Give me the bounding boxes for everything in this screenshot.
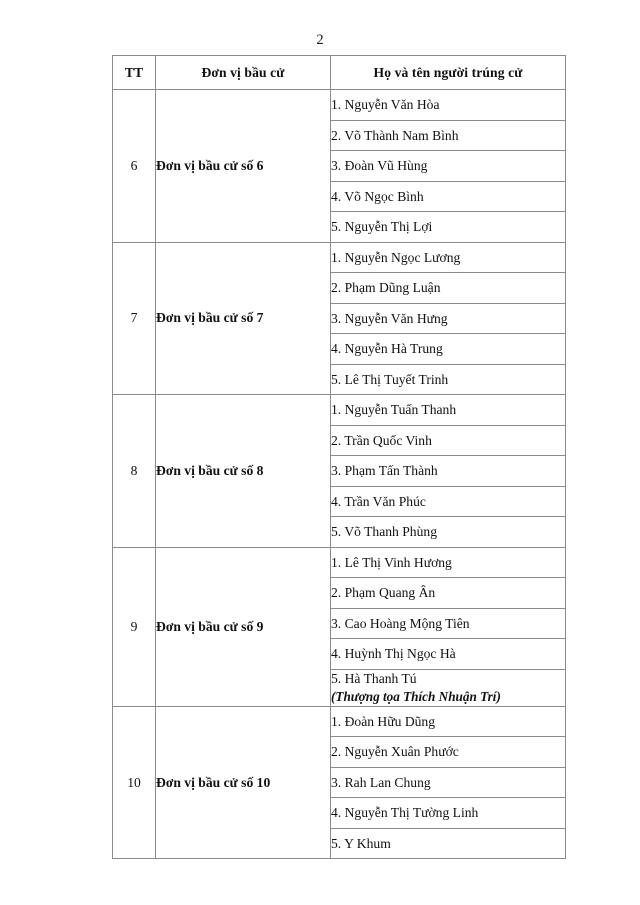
table-header-row <box>113 56 566 90</box>
column-header-constituency: Đơn vị bầu cử <box>156 56 331 90</box>
winner-name-cell <box>331 798 566 829</box>
winner-name: 3. Phạm Tấn Thành <box>331 463 438 479</box>
winner-name: 4. Trần Văn Phúc <box>331 493 426 509</box>
winner-name: 4. Huỳnh Thị Ngọc Hà <box>331 646 456 662</box>
table-row <box>113 547 566 578</box>
table-row <box>113 90 566 121</box>
constituency-name: Đơn vị bầu cử số 6 <box>156 90 331 243</box>
winner-name-cell <box>331 212 566 243</box>
winner-name-cell <box>331 425 566 456</box>
winner-name-cell <box>331 639 566 670</box>
winner-name-cell <box>331 669 566 706</box>
winner-name: 3. Nguyễn Văn Hưng <box>331 310 448 326</box>
winner-name: 1. Nguyễn Ngọc Lương <box>331 249 461 265</box>
winner-name-cell <box>331 242 566 273</box>
constituency-name: Đơn vị bầu cử số 9 <box>156 547 331 706</box>
winner-name-cell <box>331 517 566 548</box>
winner-name: 5. Hà Thanh Tú <box>331 670 417 686</box>
winner-name-cell <box>331 90 566 121</box>
table-row <box>113 395 566 426</box>
column-header-tt: TT <box>113 56 156 90</box>
winner-name-cell <box>331 486 566 517</box>
winner-name-cell <box>331 578 566 609</box>
constituency-name: Đơn vị bầu cử số 8 <box>156 395 331 548</box>
winner-name: 2. Phạm Dũng Luận <box>331 280 441 296</box>
winner-name-cell <box>331 364 566 395</box>
winner-name: 5. Võ Thanh Phùng <box>331 524 437 540</box>
winner-name: 2. Nguyễn Xuân Phước <box>331 744 459 760</box>
winner-name-cell <box>331 120 566 151</box>
winner-name-cell <box>331 334 566 365</box>
winner-name: 1. Nguyễn Văn Hòa <box>331 97 440 113</box>
winner-name: 2. Phạm Quang Ân <box>331 585 436 601</box>
winner-name-cell <box>331 303 566 334</box>
election-results-table <box>112 55 566 859</box>
winner-name: 4. Nguyễn Thị Tường Linh <box>331 805 479 821</box>
winner-name: 5. Nguyễn Thị Lợi <box>331 219 433 235</box>
constituency-number: 10 <box>113 706 156 859</box>
page-number: 2 <box>316 32 324 48</box>
winner-name: 4. Nguyễn Hà Trung <box>331 341 443 357</box>
column-header-winner-name: Họ và tên người trúng cử <box>331 56 566 90</box>
winner-name-cell <box>331 767 566 798</box>
winner-name: 2. Võ Thành Nam Bình <box>331 127 459 143</box>
winner-name-cell <box>331 151 566 182</box>
constituency-name: Đơn vị bầu cử số 10 <box>156 706 331 859</box>
winner-name: 5. Lê Thị Tuyết Trinh <box>331 371 449 387</box>
winner-name-cell <box>331 608 566 639</box>
table-row <box>113 242 566 273</box>
winner-name: 3. Đoàn Vũ Hùng <box>331 158 428 174</box>
winner-name: 4. Võ Ngọc Bình <box>331 188 424 204</box>
winner-name-cell <box>331 181 566 212</box>
constituency-number: 9 <box>113 547 156 706</box>
winner-name-cell <box>331 456 566 487</box>
winner-name-cell <box>331 706 566 737</box>
winner-name: 5. Y Khum <box>331 835 391 851</box>
winner-name-cell <box>331 737 566 768</box>
constituency-number: 7 <box>113 242 156 395</box>
winner-name: 3. Rah Lan Chung <box>331 774 431 790</box>
table-header <box>113 56 566 90</box>
winner-name: 1. Lê Thị Vinh Hương <box>331 554 452 570</box>
winner-name-cell <box>331 828 566 859</box>
constituency-name: Đơn vị bầu cử số 7 <box>156 242 331 395</box>
constituency-number: 6 <box>113 90 156 243</box>
winner-title-note: (Thượng tọa Thích Nhuận Trí) <box>331 688 501 704</box>
winner-name: 1. Nguyễn Tuấn Thanh <box>331 402 457 418</box>
constituency-number: 8 <box>113 395 156 548</box>
winner-name: 3. Cao Hoàng Mộng Tiên <box>331 615 470 631</box>
winner-name-cell <box>331 547 566 578</box>
winner-name: 1. Đoàn Hữu Dũng <box>331 713 436 729</box>
winner-name-cell <box>331 273 566 304</box>
table-body <box>113 90 566 859</box>
winner-name-cell <box>331 395 566 426</box>
election-results-table-wrapper <box>112 55 565 859</box>
table-row <box>113 706 566 737</box>
winner-name: 2. Trần Quốc Vinh <box>331 432 432 448</box>
